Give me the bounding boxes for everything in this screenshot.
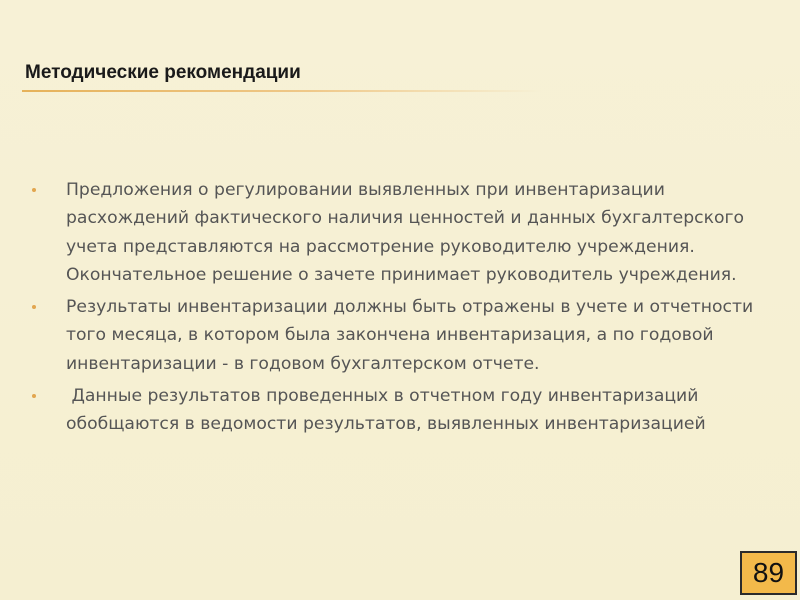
bullet-dot-icon [32,188,36,192]
bullet-dot-icon [32,394,36,398]
bullet-item-1 [30,176,770,289]
bullet-list [30,176,770,443]
slide-title: Методические рекомендации [25,62,301,83]
bullet-item-2 [30,293,770,378]
bullet-text-3: Данные результатов проведенных в отчетном году инвентаризаций обобщаются в ведомости результатов, выявленных инвентаризацией [66,386,706,435]
bullet-item-3 [30,382,770,439]
bullet-text-1: Предложения о регулировании выявленных при инвентаризации расхождений фактического наличия ценностей и данных бухгалтерского учета представляются на рассмотрение руководителю учреждения. Окончательное решение о зачете принимает руководитель учреждения. [66,180,745,285]
bullet-dot-icon [32,305,36,309]
page-number-badge: 89 [740,551,797,595]
title-underline [22,90,542,92]
bullet-text-2: Результаты инвентаризации должны быть отражены в учете и отчетности того месяца, в котором была закончена инвентаризация, а по годовой инвентаризации - в годовом бухгалтерском отчете. [66,297,754,374]
